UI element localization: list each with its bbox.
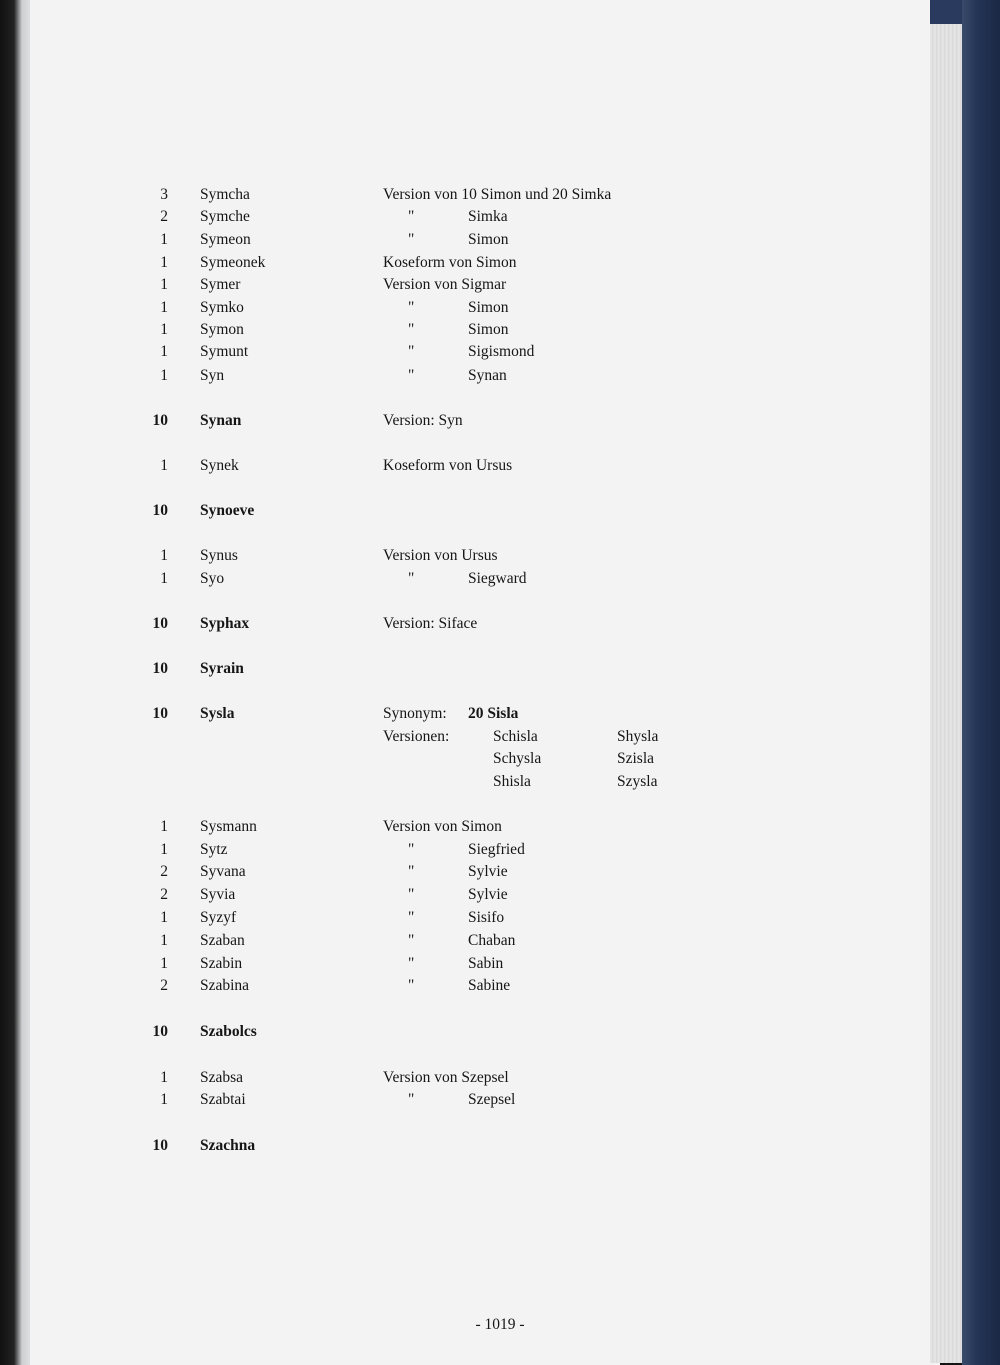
- name-entry-row: [0, 952, 1000, 976]
- name-entry-row: [0, 815, 1000, 839]
- entry-name: Szachna: [200, 1137, 256, 1154]
- name-entry-row: [0, 340, 1000, 364]
- name-entry-row: [0, 929, 1000, 953]
- entry-description: Version: Siface: [383, 615, 478, 632]
- entry-reference: Sisifo: [468, 909, 505, 926]
- entry-count: 1: [160, 909, 168, 926]
- entry-count: 1: [160, 841, 168, 858]
- version-name: Shysla: [617, 728, 659, 745]
- name-entry-row: [0, 544, 1000, 568]
- entry-name: Symunt: [200, 343, 249, 360]
- entry-name: Synoeve: [200, 502, 255, 519]
- entry-name: Sytz: [200, 841, 228, 858]
- entry-name: Syvana: [200, 863, 246, 880]
- entry-count: 1: [160, 343, 168, 360]
- entry-name: Synus: [200, 547, 238, 564]
- ditto-mark: ": [408, 932, 415, 949]
- name-entry-row: [0, 567, 1000, 591]
- entry-count: 1: [160, 299, 168, 316]
- entry-count: 2: [160, 977, 168, 994]
- version-name: Szysla: [617, 773, 658, 790]
- sysla-versions-line: [0, 725, 1000, 749]
- entry-name: Szabolcs: [200, 1023, 257, 1040]
- entry-count: 2: [160, 208, 168, 225]
- entry-reference: Simon: [468, 231, 509, 248]
- entry-name: Symche: [200, 208, 250, 225]
- entry-count: 1: [160, 254, 168, 271]
- entry-reference: Siegfried: [468, 841, 525, 858]
- entry-reference: Sabin: [468, 955, 504, 972]
- ditto-mark: ": [408, 208, 415, 225]
- entry-reference: Sabine: [468, 977, 511, 994]
- name-entry-row: [0, 205, 1000, 229]
- entry-description: Version von Sigmar: [383, 276, 507, 293]
- ditto-mark: ": [408, 863, 415, 880]
- entry-name: Synan: [200, 412, 242, 429]
- name-entry-row: [0, 251, 1000, 275]
- ditto-mark: ": [408, 321, 415, 338]
- entry-count: 1: [160, 818, 168, 835]
- entry-name: Szabina: [200, 977, 250, 994]
- entry-name: Synek: [200, 457, 239, 474]
- entry-reference: Siegward: [468, 570, 527, 587]
- entry-count: 10: [152, 502, 168, 519]
- ditto-mark: ": [408, 977, 415, 994]
- entry-reference: Simon: [468, 321, 509, 338]
- ditto-mark: ": [408, 955, 415, 972]
- entry-description: Version: Syn: [383, 412, 463, 429]
- version-name: Schysla: [493, 750, 542, 767]
- name-entry-row: [0, 1134, 1000, 1158]
- entry-count: 1: [160, 457, 168, 474]
- entry-description: Version von 10 Simon und 20 Simka: [383, 186, 612, 203]
- ditto-mark: ": [408, 909, 415, 926]
- entry-count: 10: [152, 1023, 168, 1040]
- ditto-mark: ": [408, 299, 415, 316]
- ditto-mark: ": [408, 570, 415, 587]
- sysla-versions-line: [0, 747, 1000, 771]
- entry-reference: Sylvie: [468, 886, 508, 903]
- synonym-label: Synonym:: [383, 705, 447, 722]
- name-entry-row: [0, 183, 1000, 207]
- ditto-mark: ": [408, 367, 415, 384]
- entry-description: Koseform von Simon: [383, 254, 517, 271]
- entry-count: 10: [152, 660, 168, 677]
- entry-name: Sysla: [200, 705, 235, 722]
- name-entry-row: [0, 1088, 1000, 1112]
- entry-count: 1: [160, 547, 168, 564]
- name-entry-row: [0, 1020, 1000, 1044]
- name-entry-row: [0, 364, 1000, 388]
- sysla-versions-line: [0, 770, 1000, 794]
- ditto-mark: ": [408, 343, 415, 360]
- entry-reference: Sylvie: [468, 863, 508, 880]
- name-entry-row: [0, 860, 1000, 884]
- entry-count: 10: [152, 1137, 168, 1154]
- entry-name: Symer: [200, 276, 241, 293]
- entry-count: 1: [160, 367, 168, 384]
- name-entry-row: [0, 1066, 1000, 1090]
- entry-reference: Chaban: [468, 932, 516, 949]
- entry-reference: Sigismond: [468, 343, 535, 360]
- name-entry-row: [0, 273, 1000, 297]
- entry-name: Szaban: [200, 932, 245, 949]
- entry-count: 1: [160, 955, 168, 972]
- entry-count: 10: [152, 412, 168, 429]
- entry-name: Syrain: [200, 660, 244, 677]
- entry-description: Version von Simon: [383, 818, 502, 835]
- entry-reference: Synan: [468, 367, 507, 384]
- ditto-mark: ": [408, 1091, 415, 1108]
- entry-count: 10: [152, 705, 168, 722]
- entry-name: Syo: [200, 570, 225, 587]
- entry-count: 1: [160, 321, 168, 338]
- name-entry-row: [0, 906, 1000, 930]
- ditto-mark: ": [408, 841, 415, 858]
- ditto-mark: ": [408, 231, 415, 248]
- version-name: Shisla: [493, 773, 531, 790]
- version-name: Szisla: [617, 750, 655, 767]
- entry-name: Symko: [200, 299, 244, 316]
- sysla-synonym-line: [0, 702, 1000, 726]
- entry-count: 1: [160, 1069, 168, 1086]
- entry-name: Syn: [200, 367, 225, 384]
- entry-name: Symon: [200, 321, 244, 338]
- name-entry-row: [0, 296, 1000, 320]
- entry-name: Szabin: [200, 955, 243, 972]
- entry-count: 1: [160, 570, 168, 587]
- synonym-value: 20 Sisla: [468, 705, 519, 722]
- ditto-mark: ": [408, 886, 415, 903]
- name-entry-row: [0, 974, 1000, 998]
- name-entry-row: [0, 883, 1000, 907]
- entry-reference: Szepsel: [468, 1091, 516, 1108]
- entry-name: Syphax: [200, 615, 250, 632]
- entry-name: Sysmann: [200, 818, 257, 835]
- entry-name: Syvia: [200, 886, 236, 903]
- entry-reference: Simka: [468, 208, 508, 225]
- entry-count: 2: [160, 863, 168, 880]
- entry-description: Version von Szepsel: [383, 1069, 509, 1086]
- name-entry-row: [0, 228, 1000, 252]
- version-name: Schisla: [493, 728, 538, 745]
- entry-count: 10: [152, 615, 168, 632]
- entry-name: Symcha: [200, 186, 250, 203]
- name-entry-row: [0, 612, 1000, 636]
- name-entry-row: [0, 454, 1000, 478]
- name-entry-row: [0, 318, 1000, 342]
- page-number: - 1019 -: [475, 1316, 525, 1333]
- entry-count: 1: [160, 276, 168, 293]
- entry-name: Symeonek: [200, 254, 266, 271]
- entry-count: 1: [160, 1091, 168, 1108]
- entry-name: Symeon: [200, 231, 251, 248]
- entry-name: Szabsa: [200, 1069, 244, 1086]
- name-entry-row: [0, 838, 1000, 862]
- entry-description: Koseform von Ursus: [383, 457, 513, 474]
- entry-name: Syzyf: [200, 909, 237, 926]
- entry-description: Version von Ursus: [383, 547, 498, 564]
- name-entry-row: [0, 409, 1000, 433]
- versions-label: Versionen:: [383, 728, 450, 745]
- entry-count: 1: [160, 932, 168, 949]
- name-entry-row: [0, 499, 1000, 523]
- entry-count: 3: [160, 186, 168, 203]
- entry-count: 2: [160, 886, 168, 903]
- entry-name: Szabtai: [200, 1091, 246, 1108]
- name-entry-row: [0, 657, 1000, 681]
- entry-count: 1: [160, 231, 168, 248]
- entry-reference: Simon: [468, 299, 509, 316]
